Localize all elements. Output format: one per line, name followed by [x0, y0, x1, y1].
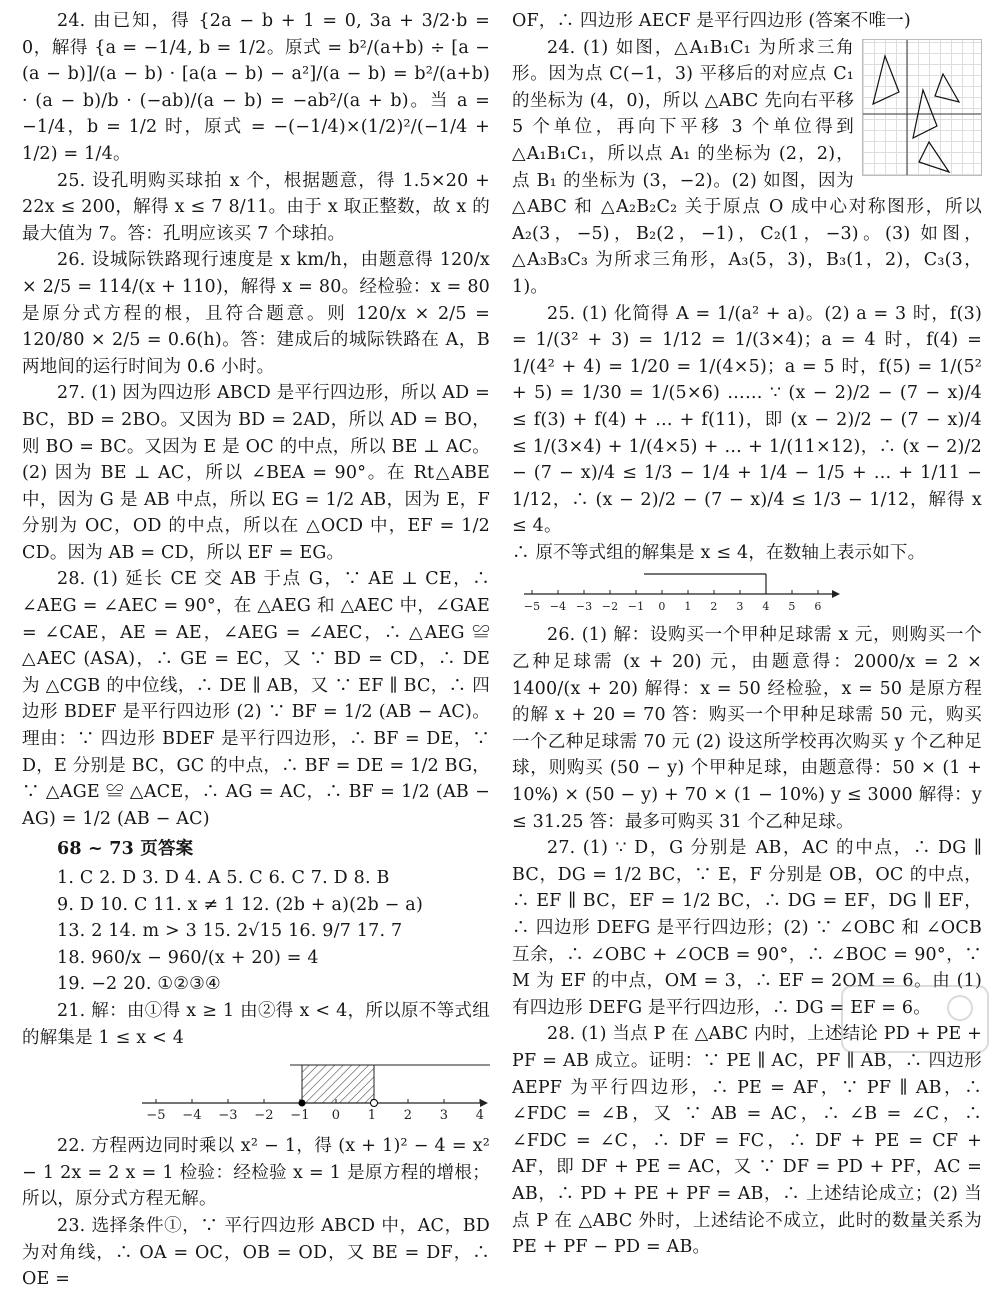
number-line-right-svg — [512, 570, 982, 618]
answer-21: 21. 解：由①得 x ≥ 1 由②得 x < 4，所以原不等式组的解集是 1 ≤ x < 4 — [22, 1000, 490, 1048]
axis-tick-label: 2 — [710, 600, 718, 614]
answer-26-right: 26. (1) 解：设购买一个甲种足球需 x 元，则购买一个乙种足球需 (x + 20) 元，由题意得：2000/x = 2 × 1400/(x + 20) 解得：x = 50 经检验，x = 50 是原方程的解 x + 20 = 70 答：购买一个甲种足球需 50 元，购买一个乙种足球需 70 元 (2) 设这所学校再次购买 y 个乙种足球，则购买 (50 − y) 个甲种足球，由题意得：50 × (1 + 10%) × (50 − y) + 70 × (1 − 10%) y ≤ 3000 解得：y ≤ 31.25 答：最多可购买 31 个乙种足球。 — [512, 625, 982, 832]
answer-27: 27. (1) 因为四边形 ABCD 是平行四边形，所以 AD = BC，BD = 2BO。又因为 BD = 2AD，所以 AD = BO，则 BO = BC。又因为 E 是 OC 的中点，所以 BE ⊥ AC。(2) 因为 BE ⊥ AC，所以 ∠BEA = 90°。在 Rt△ABE 中，因为 G 是 AB 中点，所以 EG = 1/2 AB，因为 E，F 分别为 OC，OD 的中点，所以在 △OCD 中，EF = 1/2 CD。因为 AB = CD，所以 EF = EG。 — [22, 383, 490, 563]
axis-tick-label: 1 — [367, 1108, 377, 1124]
answer-24: 24. 由已知，得 {2a − b + 1 = 0, 3a + 3/2·b = 0，解得 {a = −1/4, b = 1/2。原式 = b²/(a+b) ÷ [a − (a − b)]/(a − b) · [a(a − b) − a²]/(a − b) = b²/(a+b) · (a − b)/b · (−ab)/(a − b) = −ab²/(a + b)。当 a = −1/4，b = 1/2 时，原式 = −(−1/4)×(1/2)²/(−1/4 + 1/2) = 1/4。 — [22, 11, 490, 164]
axis-tick-label: 6 — [814, 600, 822, 614]
mc-answers-line-3: 13. 2 14. m > 3 15. 2√15 16. 9/7 17. 7 — [57, 921, 403, 942]
right-column — [512, 8, 982, 1261]
answer-25: 25. 设孔明购买球拍 x 个，根据题意，得 1.5×20 + 22x ≤ 200，解得 x ≤ 7 8/11。由于 x 取正整数，故 x 的最大值为 7。答：孔明应该买 7 个球拍。 — [22, 170, 490, 244]
axis-tick-label: 4 — [762, 600, 770, 614]
axis-tick-label: −5 — [523, 600, 541, 614]
number-line-left — [22, 1055, 490, 1129]
number-line-left-svg — [22, 1055, 490, 1129]
coordinate-figure-svg — [863, 40, 981, 175]
mc-answers-line-2: 9. D 10. C 11. x ≠ 1 12. (2b + a)(2b − a) — [57, 894, 423, 915]
answer-23: 23. 选择条件①，∵ 平行四边形 ABCD 中，AC，BD 为对角线，∴ OA = OC，OB = OD，又 BE = DF，∴ OE = — [22, 1215, 490, 1290]
axis-tick-label: 0 — [331, 1108, 341, 1124]
axis-tick-label: −3 — [218, 1108, 238, 1124]
axis-tick-label: −4 — [182, 1108, 202, 1124]
axis-arrow — [480, 1099, 488, 1107]
mc-answers-line-5: 19. −2 20. ①②③④ — [57, 974, 221, 995]
answer-28-right: 28. (1) 当点 P 在 △ABC 内时，上述结论 PD + PE + PF = AB 成立。证明：∵ PE ∥ AC，PF ∥ AB，∴ 四边形 AEPF 为平行四边形，∴ PE = AF，∵ PF ∥ AB，∴ ∠FDC = ∠B，又 ∵ AB = AC，∴ ∠B = ∠C，∴ ∠FDC = ∠C，∴ DF = FC，∴ DF + PE = CF + AF，即 DF + PE = AC，又 ∵ DF = PD + PF，AC = AB，∴ PD + PE + PF = AB，∴ 上述结论成立；(2) 当点 P 在 △ABC 外时，上述结论不成立，此时的数量关系为 PE + PF − PD = AB。 — [512, 1024, 982, 1258]
answer-24-right: 24. (1) 如图，△A₁B₁C₁ 为所求三角形。因为点 C(−1，3) 平移后的对应点 C₁ 的坐标为 (4，0)，所以 △ABC 先向右平移 5 个单位，再向下平移 3 个单位得到 △A₁B₁C₁，所以点 A₁ 的坐标为 (2，2)，点 B₁ 的坐标为 (3，−2)。(2) 如图，因为 △ABC 和 △A₂B₂C₂ 关于原点 O 成中心对称图形，所以 A₂(3，−5)，B₂(2，−1)，C₂(1，−3)。(3) 如图，△A₃B₃C₃ 为所求三角形，A₃(5，3)，B₃(1，2)，C₃(3，1)。 — [512, 37, 982, 297]
triangle-a2b2c2 — [919, 142, 949, 172]
axis-tick-label: 1 — [684, 600, 692, 614]
axis-tick-label: 3 — [736, 600, 744, 614]
axis-tick-label: 4 — [475, 1108, 485, 1124]
triangle-a3b3c3 — [935, 74, 959, 102]
answer-27-right: 27. (1) ∵ D，G 分别是 AB，AC 的中点，∴ DG ∥ BC，DG = 1/2 BC，∵ E，F 分别是 OB，OC 的中点，∴ EF ∥ BC，EF = 1/2 BC，∴ DG = EF，DG ∥ EF，∴ 四边形 DEFG 是平行四边形；(2) ∵ ∠OBC 和 ∠OCB 互余，∴ ∠OBC + ∠OCB = 90°，∴ ∠BOC = 90°，∵ M 为 EF 的中点，OM = 3，∴ EF = 2OM = 6。由 (1) 有四边形 DEFG 是平行四边形，∴ DG = EF = 6。 — [512, 838, 982, 1018]
mc-answers-line-4: 18. 960/x − 960/(x + 20) = 4 — [57, 947, 319, 968]
axis-tick-label: −1 — [627, 600, 645, 614]
axis-tick-label: −3 — [575, 600, 593, 614]
axis-tick-label: −4 — [549, 600, 567, 614]
answer-22: 22. 方程两边同时乘以 x² − 1，得 (x + 1)² − 4 = x² − 1 2x = 2 x = 1 检验：经检验 x = 1 是原方程的增根；所以，原分式方程无解。 — [22, 1136, 490, 1210]
axis-tick-label: 0 — [658, 600, 666, 614]
coordinate-figure — [862, 39, 982, 176]
watermark-logo — [840, 984, 990, 1054]
axis-tick-label: 2 — [403, 1108, 413, 1124]
answer-26: 26. 设城际铁路现行速度是 x km/h，由题意得 120/x × 2/5 = 114/(x + 110)，解得 x = 80。经检验：x = 80 是原分式方程的根，且符合题意。则 120/x × 2/5 = 120/80 × 2/5 = 0.6(h)。答：建成后的城际铁路在 A，B 两地间的运行时间为 0.6 小时。 — [22, 250, 490, 377]
mc-answers-line-1: 1. C 2. D 3. D 4. A 5. C 6. C 7. D 8. B — [57, 868, 390, 888]
number-line-right — [512, 570, 982, 618]
axis-arrow-right — [832, 590, 840, 598]
axis-tick-label: 3 — [439, 1108, 449, 1124]
answer-23-continued: OF，∴ 四边形 AECF 是平行四边形 (答案不唯一) — [512, 11, 911, 31]
answer-28: 28. (1) 延长 CE 交 AB 于点 G，∵ AE ⊥ CE，∴ ∠AEG = ∠AEC = 90°，在 △AEG 和 △AEC 中，∠GAE = ∠CAE，AE = AE，∠AEG = ∠AEC，∴ △AEG ≌ △AEC (ASA)，∴ GE = EC，又 ∵ BD = CD，∴ DE 为 △CGB 的中位线，∴ DE ∥ AB，又 ∵ EF ∥ BC，∴ 四边形 BDEF 是平行四边形 (2) ∵ BF = 1/2 (AB − AC)。理由：∵ 四边形 BDEF 是平行四边形，∴ BF = DE，∵ D，E 分别是 BC，GC 的中点，∴ BF = DE = 1/2 BG，∵ △AGE ≌ △ACE，∴ AG = AC，∴ BF = 1/2 (AB − AG) = 1/2 (AB − AC) — [22, 569, 490, 829]
section-header: 68 ~ 73 页答案 — [57, 839, 194, 860]
triangle-abc — [873, 56, 899, 104]
answer-25-right: 25. (1) 化简得 A = 1/(a² + a)。(2) a = 3 时，f(3) = 1/(3² + 3) = 1/12 = 1/(3×4)；a = 4 时，f(4) = 1/(4² + 4) = 1/20 = 1/(4×5)；a = 5 时，f(5) = 1/(5² + 5) = 1/30 = 1/(5×6) …… ∵ (x − 2)/2 − (7 − x)/4 ≤ f(3) + f(4) + … + f(11)，即 (x − 2)/2 − (7 − x)/4 ≤ 1/(3×4) + 1/(4×5) + … + 1/(11×12)，∴ (x − 2)/2 − (7 − x)/4 ≤ 1/3 − 1/4 + 1/4 − 1/5 + … + 1/11 − 1/12，∴ (x − 2)/2 − (7 − x)/4 ≤ 1/3 − 1/12，解得 x ≤ 4。 — [512, 303, 982, 537]
left-column — [22, 8, 490, 1293]
axis-tick-label: −5 — [146, 1108, 166, 1124]
solid-point-marker — [299, 1100, 306, 1107]
axis-tick-label: −2 — [601, 600, 619, 614]
answer-25-solution-set: ∴ 原不等式组的解集是 x ≤ 4，在数轴上表示如下。 — [512, 542, 926, 563]
open-point-marker — [371, 1100, 378, 1107]
axis-tick-label: −1 — [290, 1108, 310, 1124]
solution-hatch — [302, 1065, 374, 1103]
axis-tick-label: −2 — [254, 1108, 274, 1124]
axis-tick-label: 5 — [788, 600, 796, 614]
